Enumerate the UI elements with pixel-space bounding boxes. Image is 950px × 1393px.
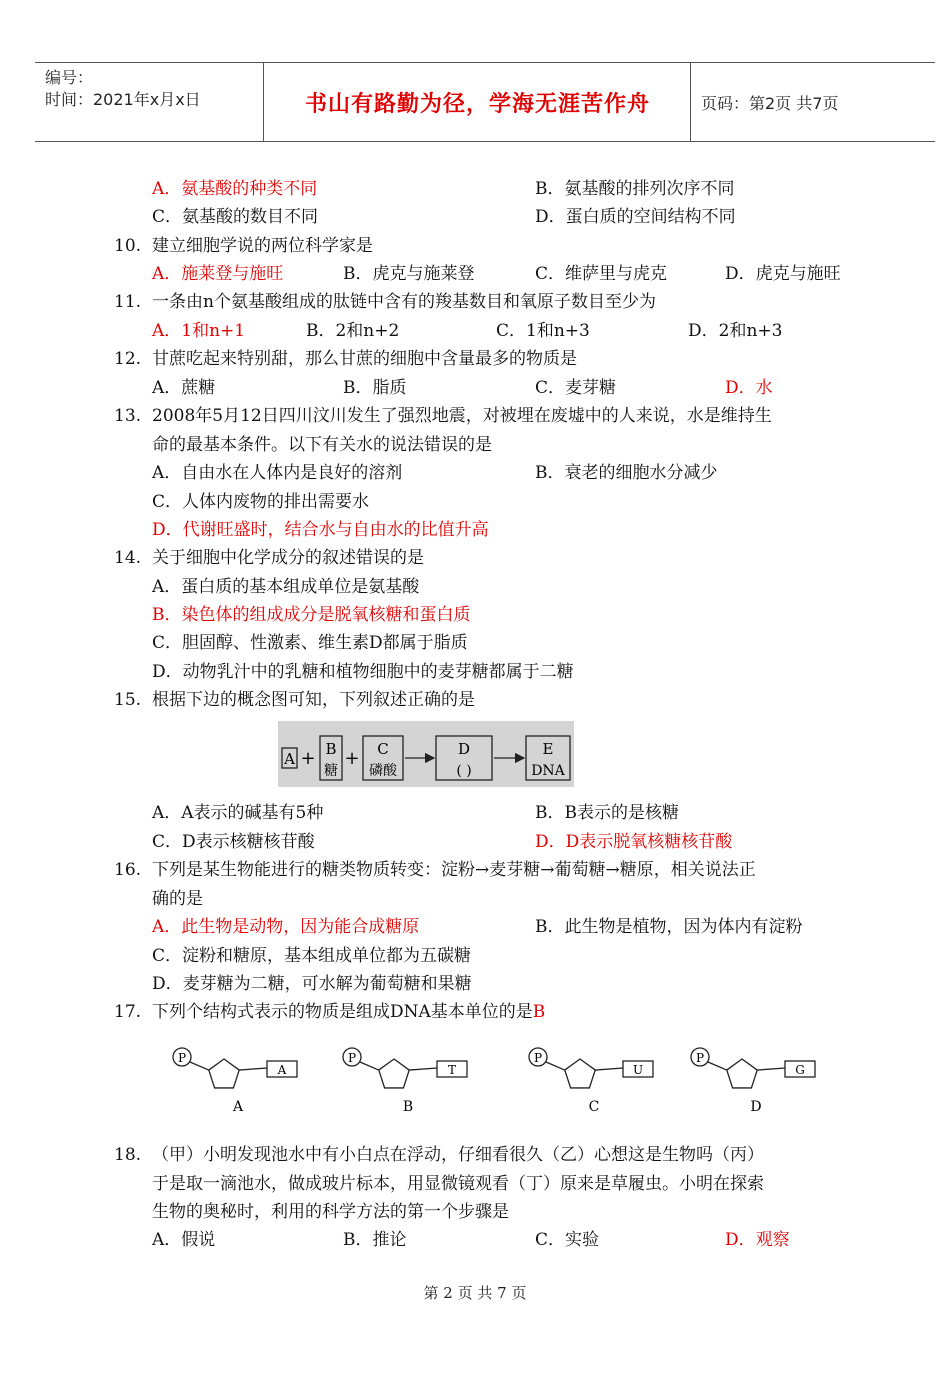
nucleotide-structures-svg [160,1035,840,1120]
question-number: 11. [114,292,142,312]
q11-option-c: C．1和n+3 [496,321,590,341]
q12-option-a: A．蔗糖 [152,378,216,398]
question-text: 2008年5月12日四川汶川发生了强烈地震，对被埋在废墟中的人来说，水是维持生 [152,406,772,426]
box-d-label: D [457,740,471,758]
base-label: U [632,1063,644,1077]
question-text: （甲）小明发现池水中有小白点在浮动，仔细看很久（乙）心想这是生物吗（丙） [152,1145,764,1165]
question-number: 13. [114,406,142,426]
bond-line [239,1068,267,1070]
plus-sign: + [300,748,316,769]
bond-line [595,1068,623,1070]
structure-label: A [232,1099,244,1115]
q18-option-a: A．假说 [152,1230,216,1250]
q14-option-d: D．动物乳汁中的乳糖和植物细胞中的麦芽糖都属于二糖 [152,662,574,682]
q18-option-c: C．实验 [535,1230,600,1250]
box-b-label: B [325,740,337,758]
plus-sign: + [344,748,360,769]
q12-option-b: B．脂质 [343,378,407,398]
base-label: T [447,1063,457,1077]
phosphate-label: P [347,1051,357,1065]
header-number: 编号： [45,68,94,87]
answer-mark: B [532,1002,546,1022]
q13-option-d: D．代谢旺盛时，结合水与自由水的比值升高 [152,520,489,540]
q15-option-d: D．D表示脱氧核糖核苷酸 [535,832,733,852]
q14-option-a: A．蛋白质的基本组成单位是氨基酸 [152,577,420,597]
q13-option-c: C．人体内废物的排出需要水 [152,492,370,512]
q15-option-c: C．D表示核糖核苷酸 [152,832,315,852]
q9-option-b: B．氨基酸的排列次序不同 [535,179,735,199]
page-header [35,62,935,142]
q9-option-c: C．氨基酸的数目不同 [152,207,319,227]
phosphate-label: P [177,1051,187,1065]
q13-option-b: B．衰老的细胞水分减少 [535,463,718,483]
q10-option-d: D．虎克与施旺 [725,264,841,284]
q11-option-a: A．1和n+1 [152,321,246,341]
base-label: A [277,1063,287,1077]
pentose-ring [379,1059,409,1088]
question-text [152,999,545,1025]
q18-option-d: D．观察 [725,1230,790,1250]
q16-option-d: D．麦芽糖为二糖，可水解为葡萄糖和果糖 [152,974,472,994]
concept-map-diagram [278,721,574,787]
q14-option-b: B．染色体的组成成分是脱氧核糖和蛋白质 [152,605,471,625]
header-divider [263,63,264,141]
q16-option-c: C．淀粉和糖原，基本组成单位都为五碳糖 [152,946,472,966]
question-text-main: 下列个结构式表示的物质是组成DNA基本单位的是 [152,1002,533,1022]
question-number: 16. [114,860,142,880]
q14-option-c: C．胆固醇、性激素、维生素D都属于脂质 [152,633,468,653]
bond-line [360,1062,379,1070]
q12-option-c: C．麦芽糖 [535,378,617,398]
q11-option-b: B．2和n+2 [306,321,400,341]
question-18-text-cont: 于是取一滴池水，做成玻片标本，用显微镜观看（丁）原来是草履虫。小明在探索 [152,1174,764,1194]
q15-option-b: B．B表示的是核糖 [535,803,679,823]
bond-line [190,1062,209,1070]
header-page-number: 页码：第2页 共7页 [701,94,839,113]
question-text: 下列是某生物能进行的糖类物质转变：淀粉→麦芽糖→葡萄糖→糖原，相关说法正 [152,860,756,880]
header-meta [45,67,201,111]
structure-label: C [588,1099,600,1115]
phosphate-label: P [695,1051,705,1065]
question-18-text-cont: 生物的奥秘时，利用的科学方法的第一个步骤是 [152,1202,509,1222]
q11-option-d: D．2和n+3 [688,321,783,341]
header-divider [690,63,691,141]
q10-option-b: B．虎克与施莱登 [343,264,475,284]
pentose-ring [727,1059,757,1088]
question-number: 12. [114,349,142,369]
pentose-ring [209,1059,239,1088]
bond-line [708,1062,727,1070]
concept-map [278,721,574,787]
question-number: 18. [114,1145,142,1165]
question-number: 17. [114,1002,142,1022]
question-text: 一条由n个氨基酸组成的肽链中含有的羧基数目和氧原子数目至少为 [152,292,656,312]
base-label: G [795,1063,805,1077]
q16-option-b: B．此生物是植物，因为体内有淀粉 [535,917,803,937]
question-16-text-cont: 确的是 [152,889,203,909]
pentose-ring [565,1059,595,1088]
q9-option-a: A．氨基酸的种类不同 [152,179,318,199]
phosphate-label: P [533,1051,543,1065]
q12-option-d: D．水 [725,378,773,398]
question-text: 甘蔗吃起来特别甜，那么甘蔗的细胞中含量最多的物质是 [152,349,577,369]
box-b-sub: 糖 [324,763,338,779]
header-motto: 书山有路勤为径，学海无涯苦作舟 [304,92,650,117]
structure-label: B [402,1099,414,1115]
box-d-sub: ( ) [456,763,472,779]
box-e-label: E [542,740,554,758]
question-text: 关于细胞中化学成分的叙述错误的是 [152,548,424,568]
box-a-label: A [284,750,295,768]
question-text: 根据下边的概念图可知，下列叙述正确的是 [152,690,475,710]
q10-option-a: A．施莱登与施旺 [152,264,284,284]
q10-option-c: C．维萨里与虎克 [535,264,668,284]
q18-option-b: B．推论 [343,1230,407,1250]
q16-option-a: A．此生物是动物，因为能合成糖原 [152,917,420,937]
header-time: 时间：2021年x月x日 [45,90,201,109]
structure-label: D [750,1099,762,1115]
bond-line [409,1068,437,1070]
question-13-text-cont: 命的最基本条件。以下有关水的说法错误的是 [152,435,492,455]
bond-line [757,1068,785,1070]
question-number: 10. [114,236,142,256]
question-number: 15. [114,690,142,710]
box-e-sub: DNA [531,763,565,779]
q13-option-a: A．自由水在人体内是良好的溶剂 [152,463,403,483]
page-footer: 第 2 页 共 7 页 [423,1284,527,1302]
q15-option-a: A．A表示的碱基有5种 [152,803,324,823]
box-c-label: C [377,740,389,758]
box-c-sub: 磷酸 [369,763,397,779]
nucleotide-structures [160,1035,840,1120]
q9-option-d: D．蛋白质的空间结构不同 [535,207,736,227]
bond-line [546,1062,565,1070]
question-number: 14. [114,548,142,568]
question-text: 建立细胞学说的两位科学家是 [152,236,373,256]
